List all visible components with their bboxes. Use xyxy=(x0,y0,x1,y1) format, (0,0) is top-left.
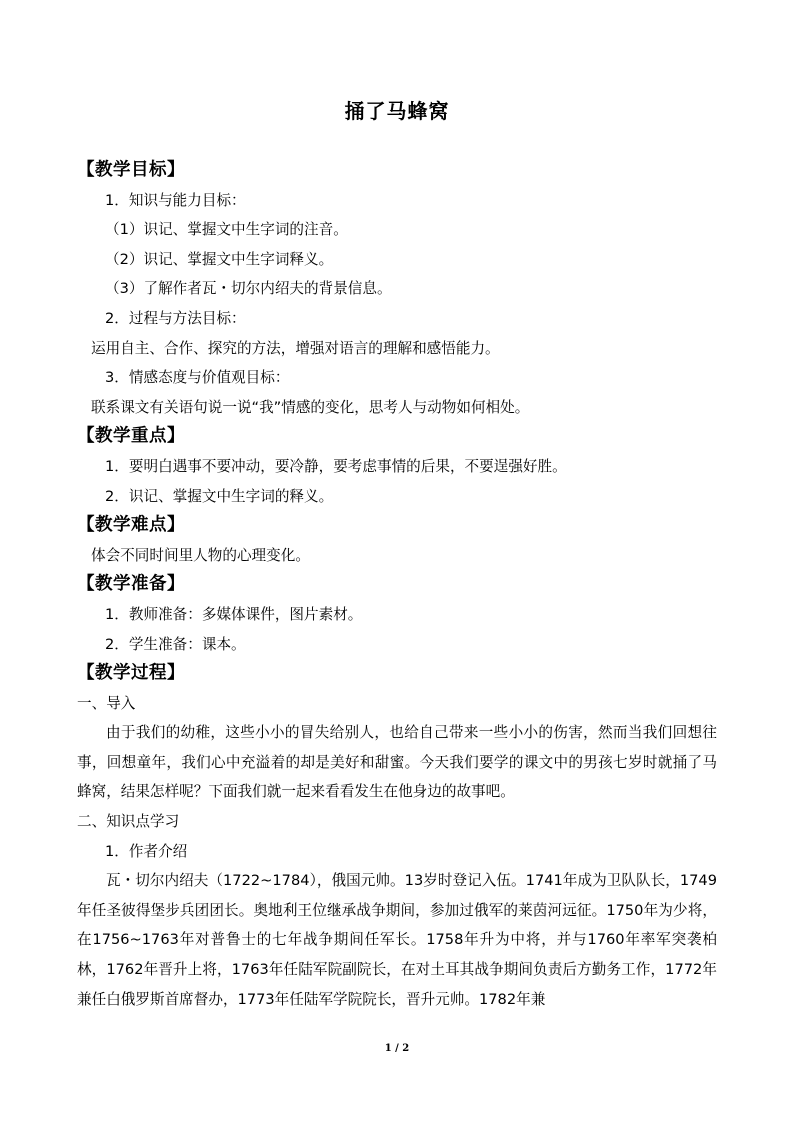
goal-item: （3）了解作者瓦・切尔内绍夫的背景信息。 xyxy=(105,280,392,298)
process-part2-title: 二、知识点学习 xyxy=(77,813,180,831)
section-heading-goals: 【教学目标】 xyxy=(77,160,185,180)
goal-item: 2．过程与方法目标： xyxy=(105,309,246,327)
section-heading-preparation: 【教学准备】 xyxy=(77,574,185,595)
document-body xyxy=(77,156,717,1014)
key-point-item: 2．识记、掌握文中生字词的释义。 xyxy=(105,487,334,505)
goal-item: 联系课文有关语句说一说“我”情感的变化，思考人与动物如何相处。 xyxy=(91,398,530,416)
goal-item: （2）识记、掌握文中生字词释义。 xyxy=(105,250,334,268)
key-point-item: 1．要明白遇事不要冲动，要冷静，要考虑事情的后果，不要逞强好胜。 xyxy=(105,457,567,475)
document-title: 捅了马蜂窝 xyxy=(344,99,450,123)
process-part2-text: 瓦・切尔内绍夫（1722~1784），俄国元帅。13岁时登记入伍。1741年成为卫队队长，1749年任圣彼得堡步兵团团长。奥地利王位继承战争期间，参加过俄军的莱茵河远征。1750年为少将，在1756~1763年对普鲁士的七年战争期间任军长。1758年升为中将，并与1760年率军突袭柏林，1762年晋升上将，1763年任陆军院副院长，在对土耳其战争期间负责后方勤务工作，1772年兼任白俄罗斯首席督办，1773年任陆军学院院长，晋升元帅。1782年兼 xyxy=(77,872,717,1008)
process-part2-subtitle: 1．作者介绍 xyxy=(105,842,188,860)
goal-item: 1．知识与能力目标： xyxy=(105,191,246,209)
process-part1-title: 一、导入 xyxy=(77,694,136,712)
goal-item: 3．情感态度与价值观目标： xyxy=(105,369,290,387)
goal-item: 运用自主、合作、探究的方法，增强对语言的理解和感悟能力。 xyxy=(91,339,500,357)
process-part1-text: 由于我们的幼稚，这些小小的冒失给别人，也给自己带来一些小小的伤害，然而当我们回想往事，回想童年，我们心中充溢着的却是美好和甜蜜。今天我们要学的课文中的男孩七岁时就捅了马蜂窝，结果怎样呢？下面我们就一起来看看发生在他身边的故事吧。 xyxy=(77,724,717,801)
difficulty-item: 体会不同时间里人物的心理变化。 xyxy=(91,546,310,564)
goal-item: （1）识记、掌握文中生字词的注音。 xyxy=(105,221,348,239)
section-heading-difficulties: 【教学难点】 xyxy=(77,515,185,536)
preparation-item: 1．教师准备：多媒体课件，图片素材。 xyxy=(105,605,363,623)
page-number: 1 / 2 xyxy=(384,1043,410,1054)
section-heading-key-points: 【教学重点】 xyxy=(77,426,185,447)
section-heading-process: 【教学过程】 xyxy=(77,663,185,684)
preparation-item: 2．学生准备：课本。 xyxy=(105,635,246,653)
